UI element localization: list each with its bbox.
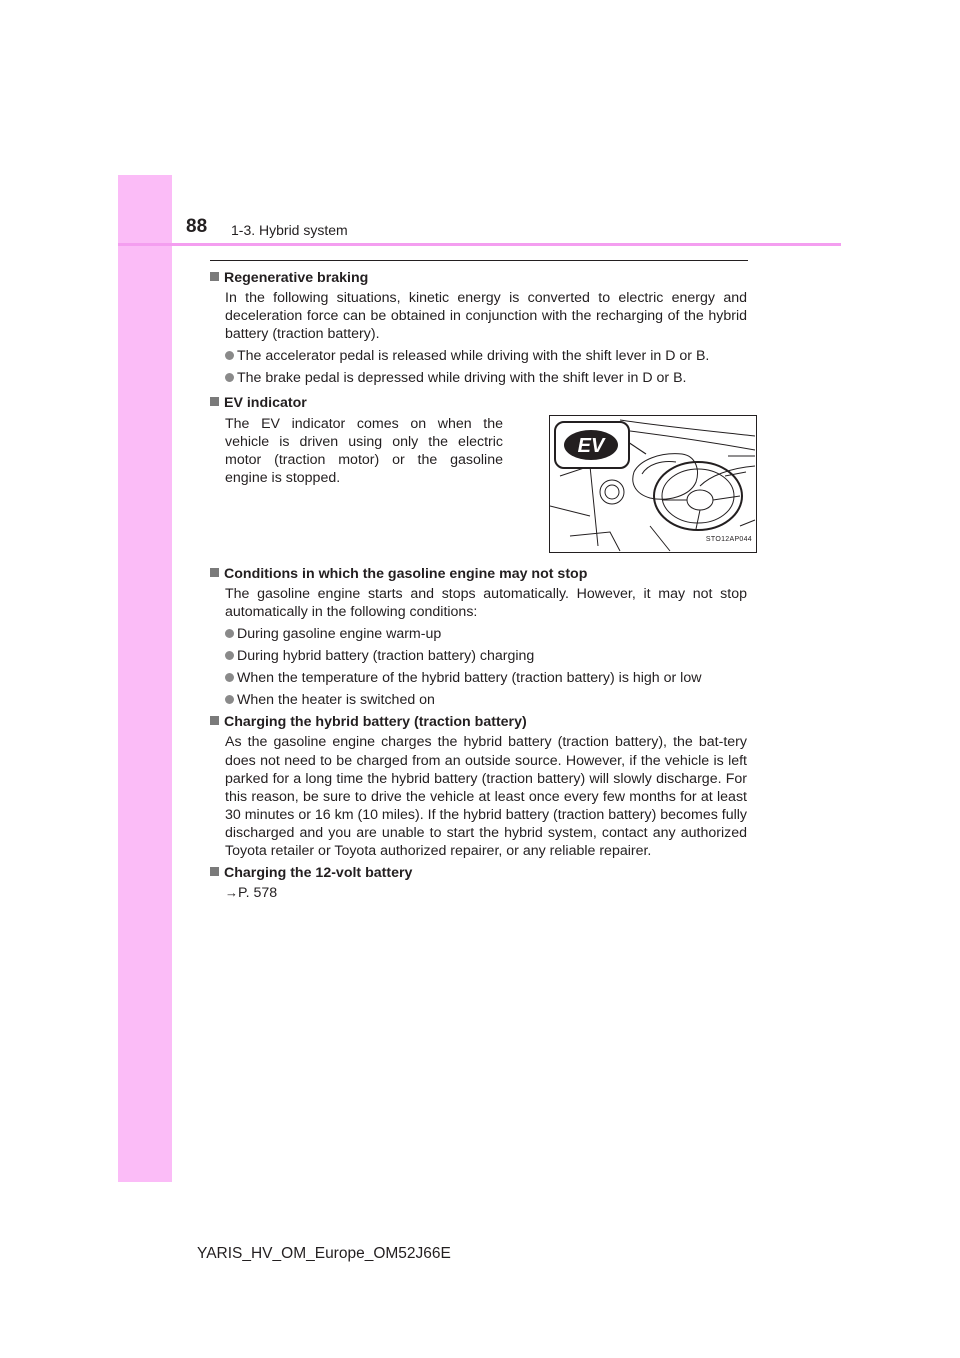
section-title: 1-3. Hybrid system — [231, 222, 348, 238]
list-item: During gasoline engine warm-up — [225, 625, 747, 643]
circle-bullet-icon — [225, 629, 234, 638]
header-line — [118, 243, 841, 246]
square-bullet-icon — [210, 716, 219, 725]
circle-bullet-icon — [225, 373, 234, 382]
heading-regenerative-braking: Regenerative braking — [210, 269, 747, 287]
content — [210, 265, 752, 902]
page-reference-link[interactable]: →P. 578 — [225, 885, 278, 902]
heading-charging-12v-battery: Charging the 12-volt battery — [210, 864, 747, 882]
circle-bullet-icon — [225, 351, 234, 360]
square-bullet-icon — [210, 272, 219, 281]
list-item: The brake pedal is depressed while driving with the shift lever in D or B. — [225, 369, 747, 387]
ev-badge-label: EV — [577, 434, 605, 457]
heading-ev-indicator: EV indicator — [210, 394, 747, 412]
paragraph-regenerative-braking: In the following situations, kinetic energy is converted to electric energy and deceleration force can be obtained in conjunction with the recharging of the hybrid battery (traction battery). — [225, 290, 747, 343]
paragraph-ev-indicator: The EV indicator comes on when the vehicle is driven using only the electric motor (traction motor) or the gasoline engine is stopped. — [225, 415, 503, 486]
list-item: When the heater is switched on — [225, 691, 747, 709]
ev-section — [225, 415, 752, 553]
top-rule — [210, 260, 748, 261]
square-bullet-icon — [210, 867, 219, 876]
list-item: When the temperature of the hybrid battery (traction battery) is high or low — [225, 669, 747, 687]
figure-code: STO12AP044 — [705, 535, 752, 543]
footer-doc-code: YARIS_HV_OM_Europe_OM52J66E — [197, 1245, 451, 1262]
square-bullet-icon — [210, 397, 219, 406]
list-item: During hybrid battery (traction battery) charging — [225, 647, 747, 665]
square-bullet-icon — [210, 568, 219, 577]
heading-conditions-engine-not-stop: Conditions in which the gasoline engine may not stop — [210, 565, 747, 583]
page-number: 88 — [186, 216, 208, 237]
arrow-right-icon: → — [225, 885, 238, 901]
paragraph-conditions: The gasoline engine starts and stops automatically. However, it may not stop automatically in the following conditions: — [225, 585, 747, 620]
heading-charging-hybrid-battery: Charging the hybrid battery (traction battery) — [210, 713, 747, 731]
list-item: The accelerator pedal is released while driving with the shift lever in D or B. — [225, 347, 747, 365]
circle-bullet-icon — [225, 673, 234, 682]
side-tab — [118, 175, 172, 1182]
circle-bullet-icon — [225, 651, 234, 660]
ev-badge — [564, 430, 618, 460]
paragraph-charging-hybrid-battery: As the gasoline engine charges the hybrid battery (traction battery), the bat-tery does not need to be charged from an outside source. However, if the vehicle is left parked for a long time the hybrid battery (traction battery) will slowly discharge. For this reason, be sure to drive the vehicle at least once every few months for at least 30 minutes or 16 km (10 miles). If the hybrid battery (traction battery) becomes fully discharged and you are unable to start the hybrid system, contact any authorized Toyota retailer or Toyota authorized repairer, or any reliable repairer. — [225, 734, 747, 859]
ev-indicator-illustration — [549, 415, 757, 553]
circle-bullet-icon — [225, 695, 234, 704]
